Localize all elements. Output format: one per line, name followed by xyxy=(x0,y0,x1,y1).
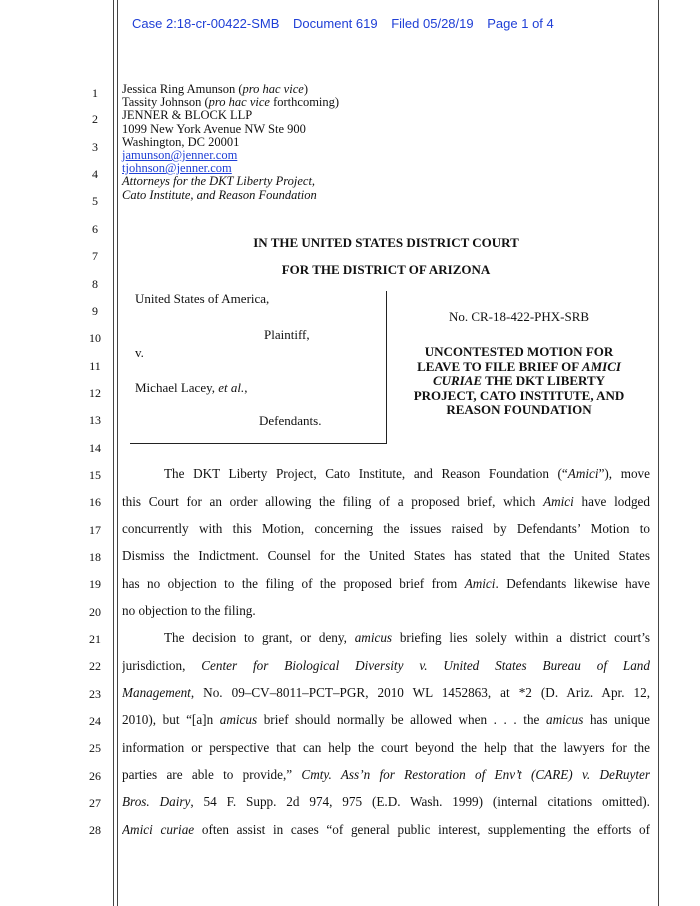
body-line: Amici curiae often assist in cases “of general public interest, supplementing the efforts of xyxy=(122,822,650,837)
ecf-header xyxy=(132,16,564,31)
line-number: 1 xyxy=(92,86,98,100)
line-number: 8 xyxy=(92,277,98,291)
line-number: 2 xyxy=(92,112,98,126)
line-number: 14 xyxy=(89,441,101,455)
attorneys-for-2: Cato Institute, and Reason Foundation xyxy=(122,187,317,202)
line-number: 20 xyxy=(89,605,101,619)
line-number: 15 xyxy=(89,468,101,482)
body-line: Dismiss the Indictment. Counsel for the United States has stated that the United States xyxy=(122,548,650,563)
body-line: 2010), but “[a]n amicus brief should normally be allowed when . . . the amicus has unique xyxy=(122,712,650,727)
body-line: The DKT Liberty Project, Cato Institute, and Reason Foundation (“Amici”), move xyxy=(164,466,650,481)
email-link-2[interactable]: tjohnson@jenner.com xyxy=(122,161,232,176)
motion-title: UNCONTESTED MOTION FOR LEAVE TO FILE BRIEF OF AMICI CURIAE THE DKT LIBERTY PROJECT, CATO INSTITUTE, AND REASON FOUNDATION xyxy=(413,344,625,417)
body-line: information or perspective that can help the court beyond the help that the lawyers for the xyxy=(122,740,650,755)
line-number: 22 xyxy=(89,659,101,673)
caption-divider-vertical xyxy=(386,291,387,444)
line-number: 9 xyxy=(92,304,98,318)
document-number: Document 619 xyxy=(293,16,378,31)
email-link-1[interactable]: jamunson@jenner.com xyxy=(122,148,238,163)
line-number: 24 xyxy=(89,714,101,728)
court-name: IN THE UNITED STATES DISTRICT COURT xyxy=(253,235,519,250)
left-margin-rule-1 xyxy=(113,0,114,906)
body-line: Management, No. 09–CV–8011–PCT–PGR, 2010 WL 1452863, at *2 (D. Ariz. Apr. 12, xyxy=(122,685,650,700)
line-number: 12 xyxy=(89,386,101,400)
plaintiff-name: United States of America, xyxy=(135,291,270,306)
body-line: this Court for an order allowing the filing of a proposed brief, which Amici have lodged xyxy=(122,494,650,509)
line-number: 7 xyxy=(92,249,98,263)
line-number: 28 xyxy=(89,823,101,837)
body-line: no objection to the filing. xyxy=(122,603,256,618)
attorneys-for-1: Attorneys for the DKT Liberty Project, xyxy=(122,174,316,189)
counsel-name-1: Jessica Ring Amunson (pro hac vice) xyxy=(122,82,308,96)
line-number: 16 xyxy=(89,495,101,509)
line-number: 13 xyxy=(89,413,101,427)
line-number: 17 xyxy=(89,523,101,537)
body-line: has no objection to the filing of the proposed brief from Amici. Defendants likewise have xyxy=(122,576,650,591)
firm-street: 1099 New York Avenue NW Ste 900 xyxy=(122,121,306,136)
line-number: 10 xyxy=(89,331,101,345)
line-number: 6 xyxy=(92,222,98,236)
body-line: The decision to grant, or deny, amicus briefing lies solely within a district court’s xyxy=(164,630,650,645)
counsel-name-2: Tassity Johnson (pro hac vice forthcoming) xyxy=(122,95,340,110)
body-line: concurrently with this Motion, concerning the issues raised by Defendants’ Motion to xyxy=(122,521,650,536)
case-number: Case 2:18-cr-00422-SMB xyxy=(132,16,280,31)
line-number: 27 xyxy=(89,796,101,810)
filed-date: Filed 05/28/19 xyxy=(391,16,474,31)
body-line: parties are able to provide,” Cmty. Ass’n for Restoration of Env’t (CARE) v. DeRuyter xyxy=(122,767,650,782)
line-number: 18 xyxy=(89,550,101,564)
line-number: 21 xyxy=(89,632,101,646)
case-docket-number: No. CR-18-422-PHX-SRB xyxy=(448,309,590,324)
defendant-label: Defendants. xyxy=(259,413,322,428)
plaintiff-label: Plaintiff, xyxy=(264,327,310,342)
line-number: 25 xyxy=(89,741,101,755)
line-number: 4 xyxy=(92,167,98,181)
left-margin-rule-2 xyxy=(117,0,118,906)
versus: v. xyxy=(135,345,144,360)
line-number: 5 xyxy=(92,194,98,208)
line-number: 3 xyxy=(92,140,98,154)
defendant-name: Michael Lacey, et al., xyxy=(135,380,248,395)
caption-divider-horizontal xyxy=(130,443,387,444)
body-line: Bros. Dairy, 54 F. Supp. 2d 974, 975 (E.D. Wash. 1999) (internal citations omitted). xyxy=(122,794,650,809)
right-margin-rule xyxy=(658,0,659,906)
line-number: 26 xyxy=(89,769,101,783)
line-number: 19 xyxy=(89,577,101,591)
firm-name: JENNER & BLOCK LLP xyxy=(122,108,253,123)
line-number: 11 xyxy=(89,359,101,373)
page-indicator: Page 1 of 4 xyxy=(487,16,554,31)
court-district: FOR THE DISTRICT OF ARIZONA xyxy=(281,262,491,277)
body-line: jurisdiction, Center for Biological Diversity v. United States Bureau of Land xyxy=(122,658,650,673)
line-number: 23 xyxy=(89,687,101,701)
firm-city: Washington, DC 20001 xyxy=(122,134,240,149)
counsel-block xyxy=(122,83,339,202)
